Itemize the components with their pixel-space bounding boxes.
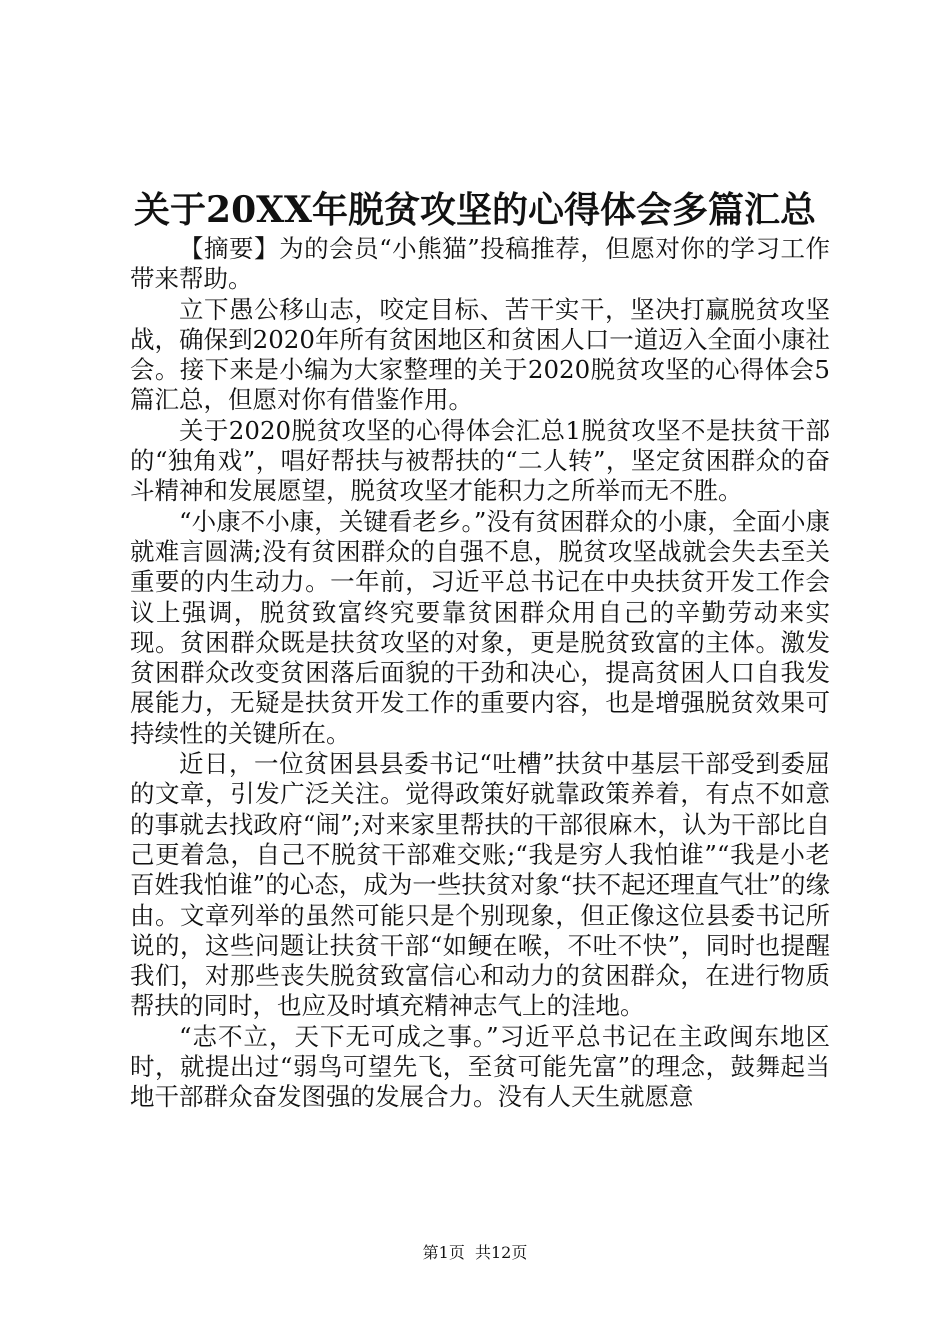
paragraph-recent: 近日，一位贫困县县委书记“吐槽”扶贫中基层干部受到委屈的文章，引发广泛关注。觉得政策好就靠政策养着，有点不如意的事就去找政府“闹”;对来家里帮扶的干部很麻木，认为干部比自己更着急，自己不脱贫干部难交账;“我是穷人我怕谁”“我是小老百姓我怕谁”的心态，成为一些扶贫对象“扶不起还理直气壮”的缘由。文章列举的虽然可能只是个别现象，但正像这位县委书记所说的，这些问题让扶贫干部“如鲠在喉，不吐不快”，同时也提醒我们，对那些丧失脱贫致富信心和动力的贫困群众，在进行物质帮扶的同时，也应及时填充精神志气上的洼地。 (130, 749, 830, 1021)
document-title: 关于20XX年脱贫攻坚的心得体会多篇汇总 (134, 189, 816, 231)
page-number: 第1页 共12页 (422, 1243, 528, 1262)
paragraph-summary-1: 关于2020脱贫攻坚的心得体会汇总1脱贫攻坚不是扶贫干部的“独角戏”，唱好帮扶与被帮扶的“二人转”，坚定贫困群众的奋斗精神和发展愿望，脱贫攻坚才能积力之所举而无不胜。 (130, 415, 830, 506)
paragraph-zhi-bu-li: “志不立，天下无可成之事。”习近平总书记在主政闽东地区时，就提出过“弱鸟可望先飞，至贫可能先富”的理念，鼓舞起当地干部群众奋发图强的发展合力。没有人天生就愿意 (130, 1021, 830, 1112)
document-body (130, 234, 830, 1113)
page-footer (0, 1243, 950, 1263)
paragraph-xiaokang: “小康不小康，关键看老乡。”没有贫困群众的小康，全面小康就难言圆满;没有贫困群众的自强不息，脱贫攻坚战就会失去至关重要的内生动力。一年前，习近平总书记在中央扶贫开发工作会议上强调，脱贫致富终究要靠贫困群众用自己的辛勤劳动来实现。贫困群众既是扶贫攻坚的对象，更是脱贫致富的主体。激发贫困群众改变贫困落后面貌的干劲和决心，提高贫困人口自我发展能力，无疑是扶贫开发工作的重要内容，也是增强脱贫效果可持续性的关键所在。 (130, 506, 830, 748)
paragraph-abstract: 【摘要】为的会员“小熊猫”投稿推荐，但愿对你的学习工作带来帮助。 (130, 234, 830, 294)
paragraph-intro: 立下愚公移山志，咬定目标、苦干实干，坚决打赢脱贫攻坚战，确保到2020年所有贫困地区和贫困人口一道迈入全面小康社会。接下来是小编为大家整理的关于2020脱贫攻坚的心得体会5篇汇总，但愿对你有借鉴作用。 (130, 294, 830, 415)
